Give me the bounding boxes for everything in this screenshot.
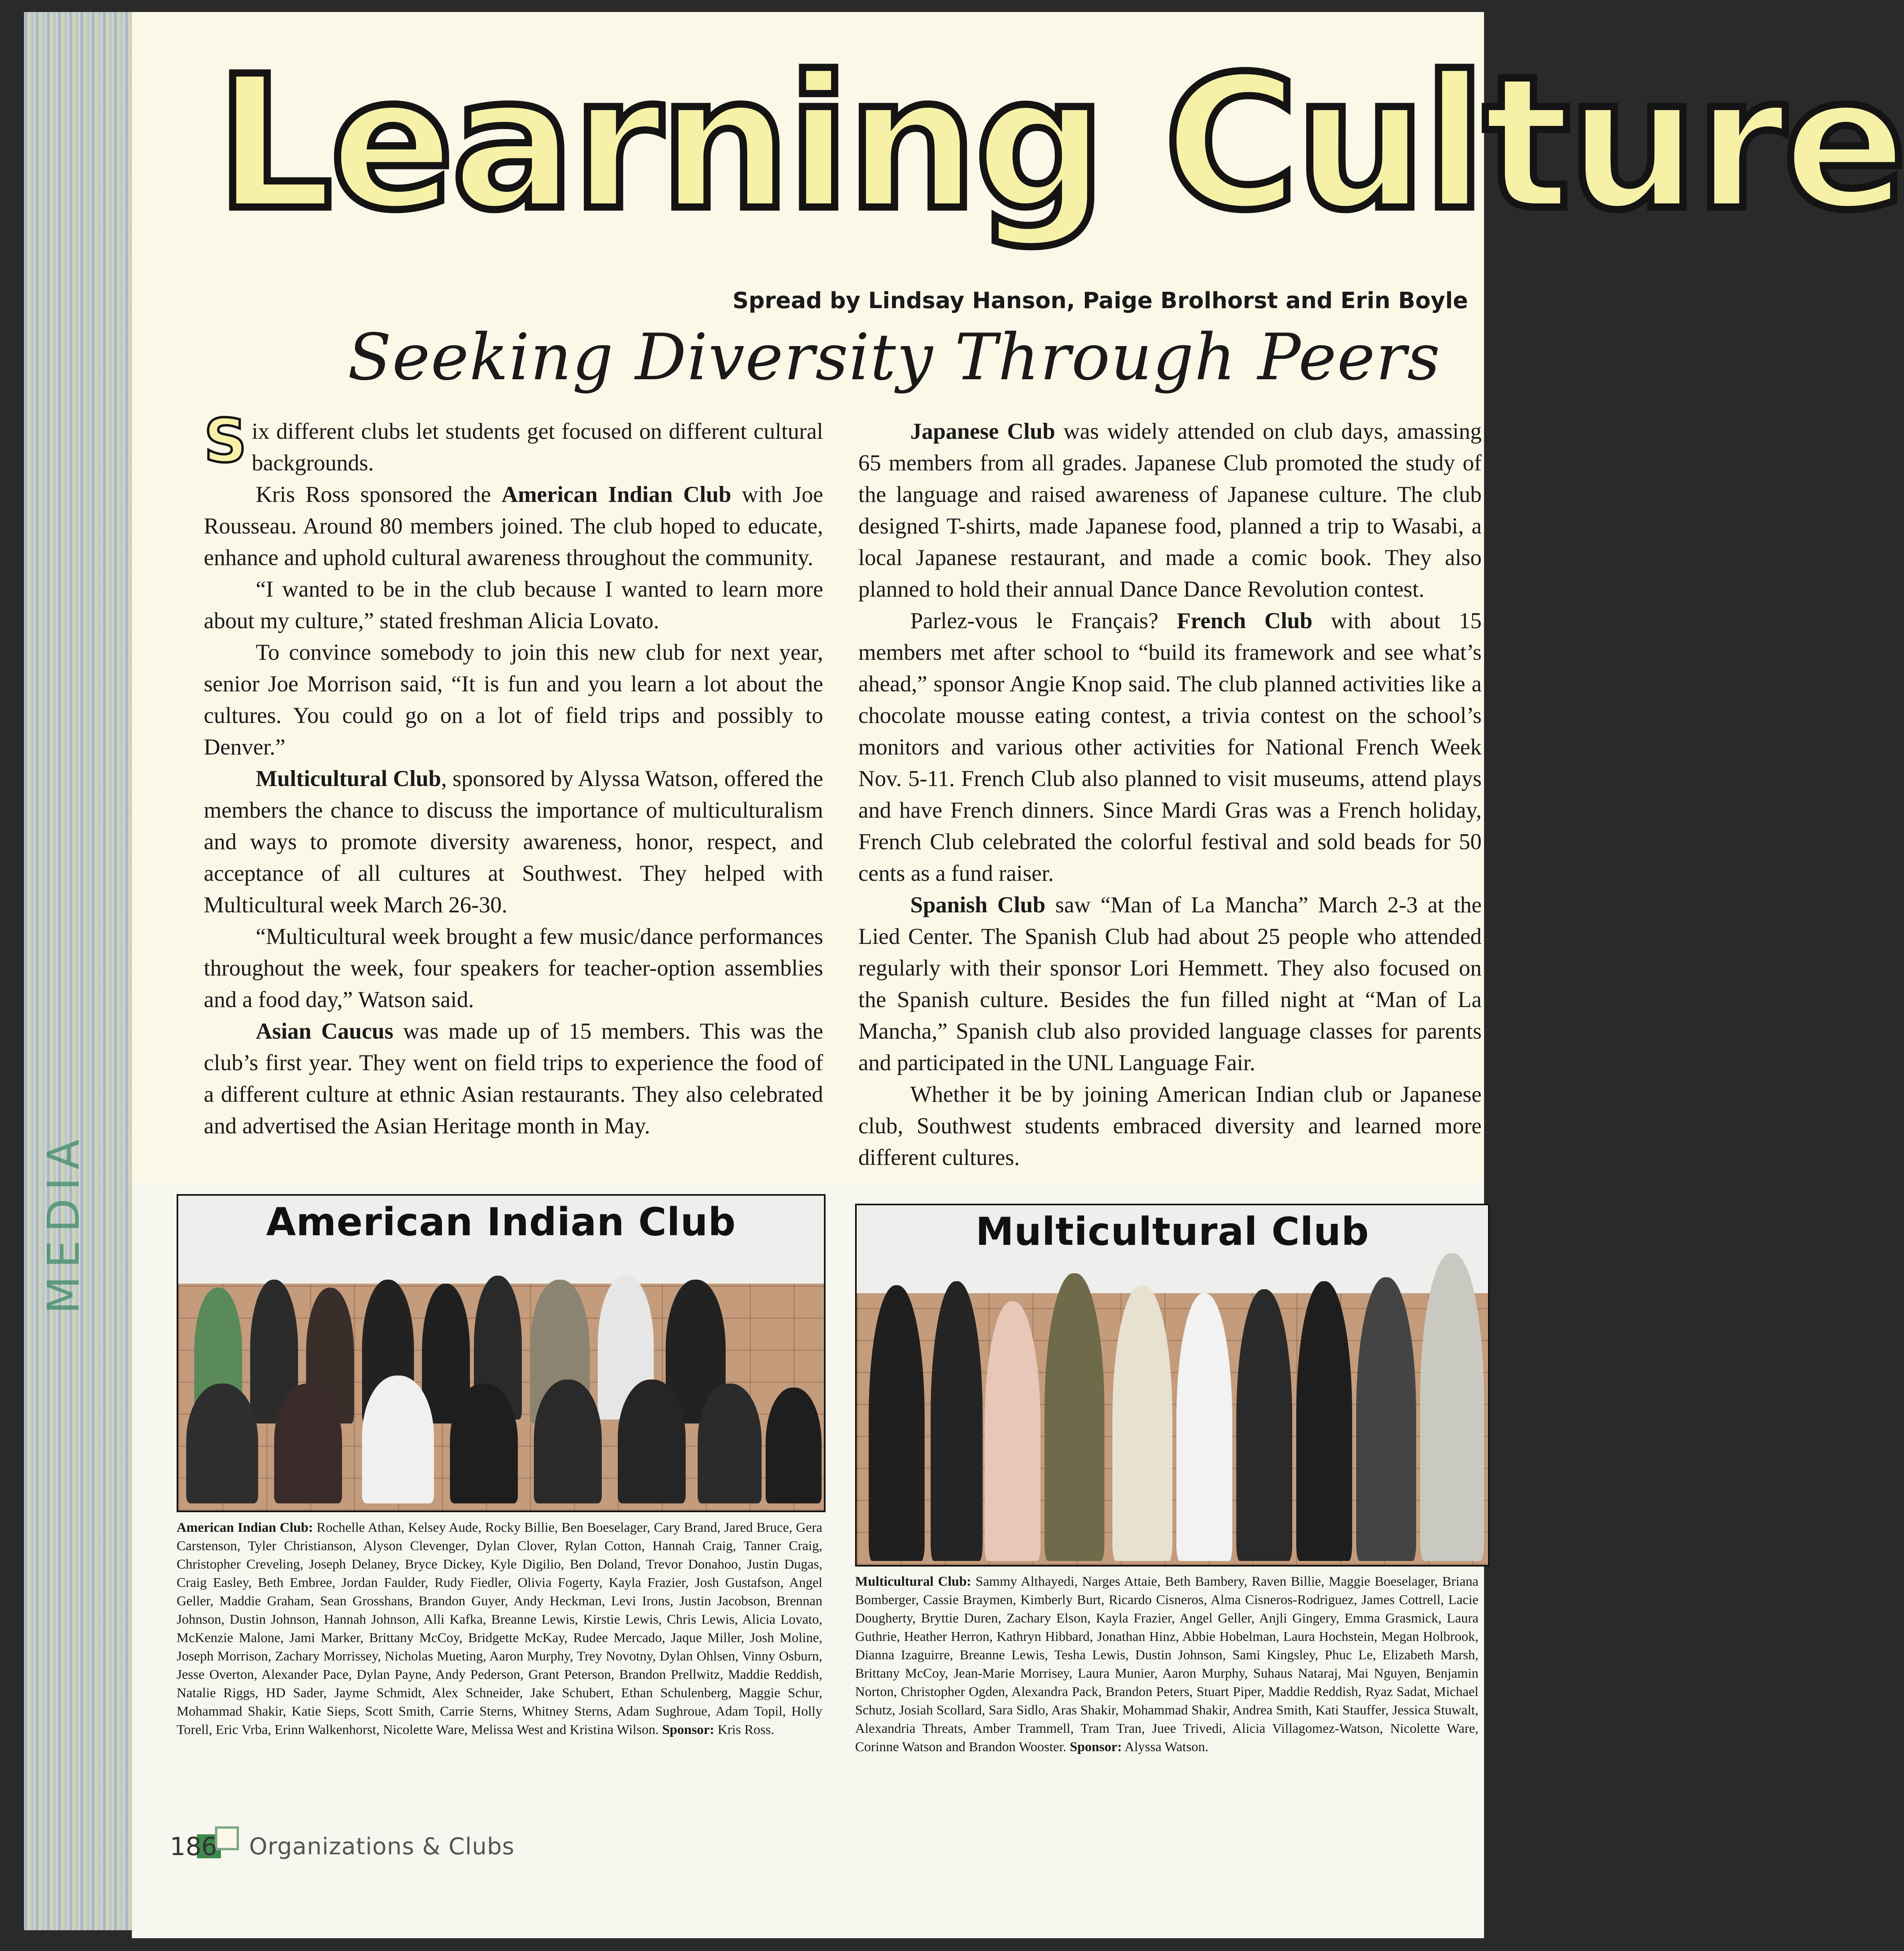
paragraph: Whether it be by joining American Indian club or Japanese club, Southwest students embraced diversity and learned more different cultures. xyxy=(858,1082,1482,1170)
photo-title: Multicultural Club xyxy=(975,1209,1369,1254)
paragraph xyxy=(858,605,1482,889)
sponsor-name: Kris Ross. xyxy=(714,1722,774,1737)
american-indian-club-photo xyxy=(177,1194,826,1512)
paragraph xyxy=(204,479,823,573)
caption-names: Sammy Althayedi, Narges Attaie, Beth Bambery, Raven Billie, Maggie Boeselager, Briana Bomberger, Cassie Braymen, Kimberly Burt, Ricardo Cisneros, Alma Cisneros-Rodriguez, James Cottrell, Lacie Dougherty, Bryttie Duren, Zachary Elson, Kayla Frazier, Angel Geller, Anjli Gingery, Emma Grasmick, Laura Guthrie, Heather Herron, Kathryn Hibbard, Jonathan Hinz, Abbie Hobelman, Laura Hochstein, Megan Holbrook, Dianna Izaguirre, Breanne Lewis, Tesha Lewis, Dustin Johnson, Sami Kingsley, Phuc Le, Elizabeth Marsh, Brittany McCoy, Jean-Marie Morrisey, Laura Munier, Aaron Murphy, Suhaus Nataraj, Mai Nguyen, Benjamin Norton, Christopher Ogden, Alexandra Pack, Brandon Peters, Stuart Piper, Maddie Reddish, Ryaz Sadat, Michael Schutz, Josiah Scollard, Sara Sidlo, Aras Shakir, Mohammad Shakir, Andrea Smith, Kati Stauffer, Jessica Stuwalt, Alexandria Threats, Amber Trammell, Tram Tran, Juee Trivedi, Alicia Villagomez-Watson, Nicolette Ware, Corinne Watson and Brandon Wooster. xyxy=(855,1574,1478,1754)
paragraph-text: Parlez-vous le Français? xyxy=(910,608,1177,633)
person-figure xyxy=(1356,1277,1416,1561)
person-figure xyxy=(1045,1273,1104,1561)
person-figure xyxy=(618,1380,686,1503)
paragraph: To convince somebody to join this new club for next year, senior Joe Morrison said, “It is fun and you learn a lot about the cultures. You could go on a lot of field trips and possibly to Denver.” xyxy=(204,640,823,760)
club-name: American Indian Club xyxy=(501,482,732,507)
paragraph xyxy=(204,406,823,479)
club-name: Spanish Club xyxy=(910,892,1046,918)
headline: Seeking Diversity Through Peers xyxy=(348,320,1441,394)
caption-names: Rochelle Athan, Kelsey Aude, Rocky Billie, Ben Boeselager, Cary Brand, Jared Bruce, Gera Carstenson, Tyler Christianson, Alyson Clevenger, Dylan Clover, Rylan Cotton, Hannah Craig, Tanner Craig, Christopher Creveling, Joseph Delaney, Bryce Dickey, Kyle Digilio, Ben Doland, Trevor Donahoo, Justin Dugas, Craig Easley, Beth Embree, Jordan Faulder, Rudy Fiedler, Olivia Fogerty, Kayla Frazier, Josh Gustafson, Angel Geller, Maddie Graham, Sean Grosshans, Brandon Guyer, Andy Heckman, Levi Irons, Justin Jacobson, Brennan Johnson, Dustin Johnson, Hannah Johnson, Alli Kafka, Breanne Lewis, Kirstie Lewis, Chris Lewis, Alicia Lovato, McKenzie Malone, Jami Marker, Brittany McCoy, Bridgette McKay, Rudee Mercado, Jaque Miller, Josh Moline, Joseph Morrison, Zachary Morrissey, Nicholas Mueting, Aaron Murphy, Trey Novotny, Dylan Ohlsen, Vinny Osburn, Jesse Overton, Alexander Pace, Dylan Payne, Andy Pederson, Grant Peterson, Brandon Prellwitz, Maddie Reddish, Natalie Riggs, HD Sader, Jayme Schmidt, Alex Schneider, Jake Schubert, Ethan Schulenberg, Maggie Schur, Mohammad Shakir, Katie Sieps, Scott Smith, Carrie Sterns, Whitney Sterns, Adam Sughroue, Adam Topil, Holly Torell, Eric Vrba, Erinn Walkenhorst, Nicolette Ware, Melissa West and Kristina Wilson. xyxy=(177,1520,822,1737)
person-figure xyxy=(766,1388,822,1503)
article-left-column xyxy=(204,406,824,1142)
sponsor-label: Sponsor: xyxy=(1070,1740,1122,1754)
paragraph xyxy=(858,889,1482,1079)
spread-credits: Spread by Lindsay Hanson, Paige Brolhorst and Erin Boyle xyxy=(732,288,1468,314)
paragraph-text: ix different clubs let students get focused on different cultural backgrounds. xyxy=(252,419,823,476)
person-figure xyxy=(1236,1289,1292,1561)
paragraph-text: saw “Man of La Mancha” March 2-3 at the Lied Center. The Spanish Club had about 25 people who attended regularly with their sponsor Lori Hemmett. They also focused on the Spanish culture. Besides the fun filled night at “Man of La Mancha,” Spanish club also provided language classes for parents and participated in the UNL Language Fair. xyxy=(858,892,1482,1075)
person-figure xyxy=(186,1384,258,1503)
person-figure xyxy=(698,1384,762,1503)
multicultural-club-caption xyxy=(855,1573,1478,1756)
person-figure xyxy=(869,1285,925,1561)
person-figure xyxy=(1420,1253,1484,1561)
caption-label: Multicultural Club: xyxy=(855,1574,971,1589)
page-number: 186 xyxy=(170,1832,217,1861)
club-name: French Club xyxy=(1177,608,1313,633)
photo-title: American Indian Club xyxy=(266,1200,736,1244)
caption-label: American Indian Club: xyxy=(177,1520,313,1535)
person-figure xyxy=(362,1376,434,1503)
person-figure xyxy=(1112,1285,1172,1561)
person-figure xyxy=(450,1384,518,1503)
club-name: Asian Caucus xyxy=(256,1019,394,1044)
person-figure xyxy=(1176,1293,1232,1561)
person-figure xyxy=(1296,1281,1352,1561)
dropcap: S xyxy=(204,406,247,476)
paragraph-text: Kris Ross sponsored the xyxy=(256,482,501,507)
section-label: Organizations & Clubs xyxy=(249,1833,515,1860)
paragraph-text: was made up of 15 members. This was the club’s first year. They went on field trips to experience the food of a different culture at ethnic Asian restaurants. They also celebrated and advertised the Asian Heritage month in May. xyxy=(204,1019,823,1139)
media-tab: MEDIA xyxy=(38,1131,89,1314)
paragraph-text: with Joe Rousseau. Around 80 members joined. The club hoped to educate, enhance and uphold cultural awareness throughout the community. xyxy=(204,482,824,570)
paragraph-text: with about 15 members met after school to “build its framework and see what’s ahead,” sponsor Angie Knop said. The club planned activities like a chocolate mousse eating contest, a trivia contest on the school’s monitors and various other activities for National French Week Nov. 5-11. French Club also planned to visit museums, attend plays and have French dinners. Since Mardi Gras was a French holiday, French Club celebrated the colorful festival and sold beads for 50 cents as a fund raiser. xyxy=(858,608,1482,886)
paragraph-text: , sponsored by Alyssa Watson, offered the members the chance to discuss the importance of multiculturalism and ways to promote diversity awareness, honor, respect, and acceptance of all cultures at Southwest. They helped with Multicultural week March 26-30. xyxy=(204,766,823,918)
club-name: Japanese Club xyxy=(910,419,1055,444)
american-indian-club-caption xyxy=(177,1519,822,1739)
paragraph: “Multicultural week brought a few music/dance performances throughout the week, four speakers for teacher-option assemblies and a food day,” Watson said. xyxy=(204,924,823,1012)
paragraph xyxy=(204,1015,823,1142)
outline-square xyxy=(215,1826,239,1850)
banner-title: Learning Culture xyxy=(216,37,1904,251)
multicultural-club-photo xyxy=(855,1204,1490,1567)
paragraph-text: was widely attended on club days, amassing 65 members from all grades. Japanese Club promoted the study of the language and raised awareness of Japanese culture. The club designed T-shirts, made Japanese food, planned a trip to Wasabi, a local Japanese restaurant, and made a comic book. They also planned to hold their annual Dance Dance Revolution contest. xyxy=(858,419,1482,602)
article-right-column xyxy=(858,416,1482,1173)
yearbook-page xyxy=(132,12,1904,1938)
paragraph xyxy=(858,416,1482,605)
sponsor-name: Alyssa Watson. xyxy=(1122,1740,1209,1754)
person-figure xyxy=(274,1384,342,1503)
page-folio xyxy=(170,1826,515,1866)
paragraph xyxy=(204,763,823,921)
person-figure xyxy=(985,1301,1041,1561)
sponsor-label: Sponsor: xyxy=(662,1722,714,1737)
person-figure xyxy=(534,1380,602,1503)
paragraph: “I wanted to be in the club because I wanted to learn more about my culture,” stated freshman Alicia Lovato. xyxy=(204,577,823,633)
person-figure xyxy=(931,1281,983,1561)
club-name: Multicultural Club xyxy=(256,766,441,791)
